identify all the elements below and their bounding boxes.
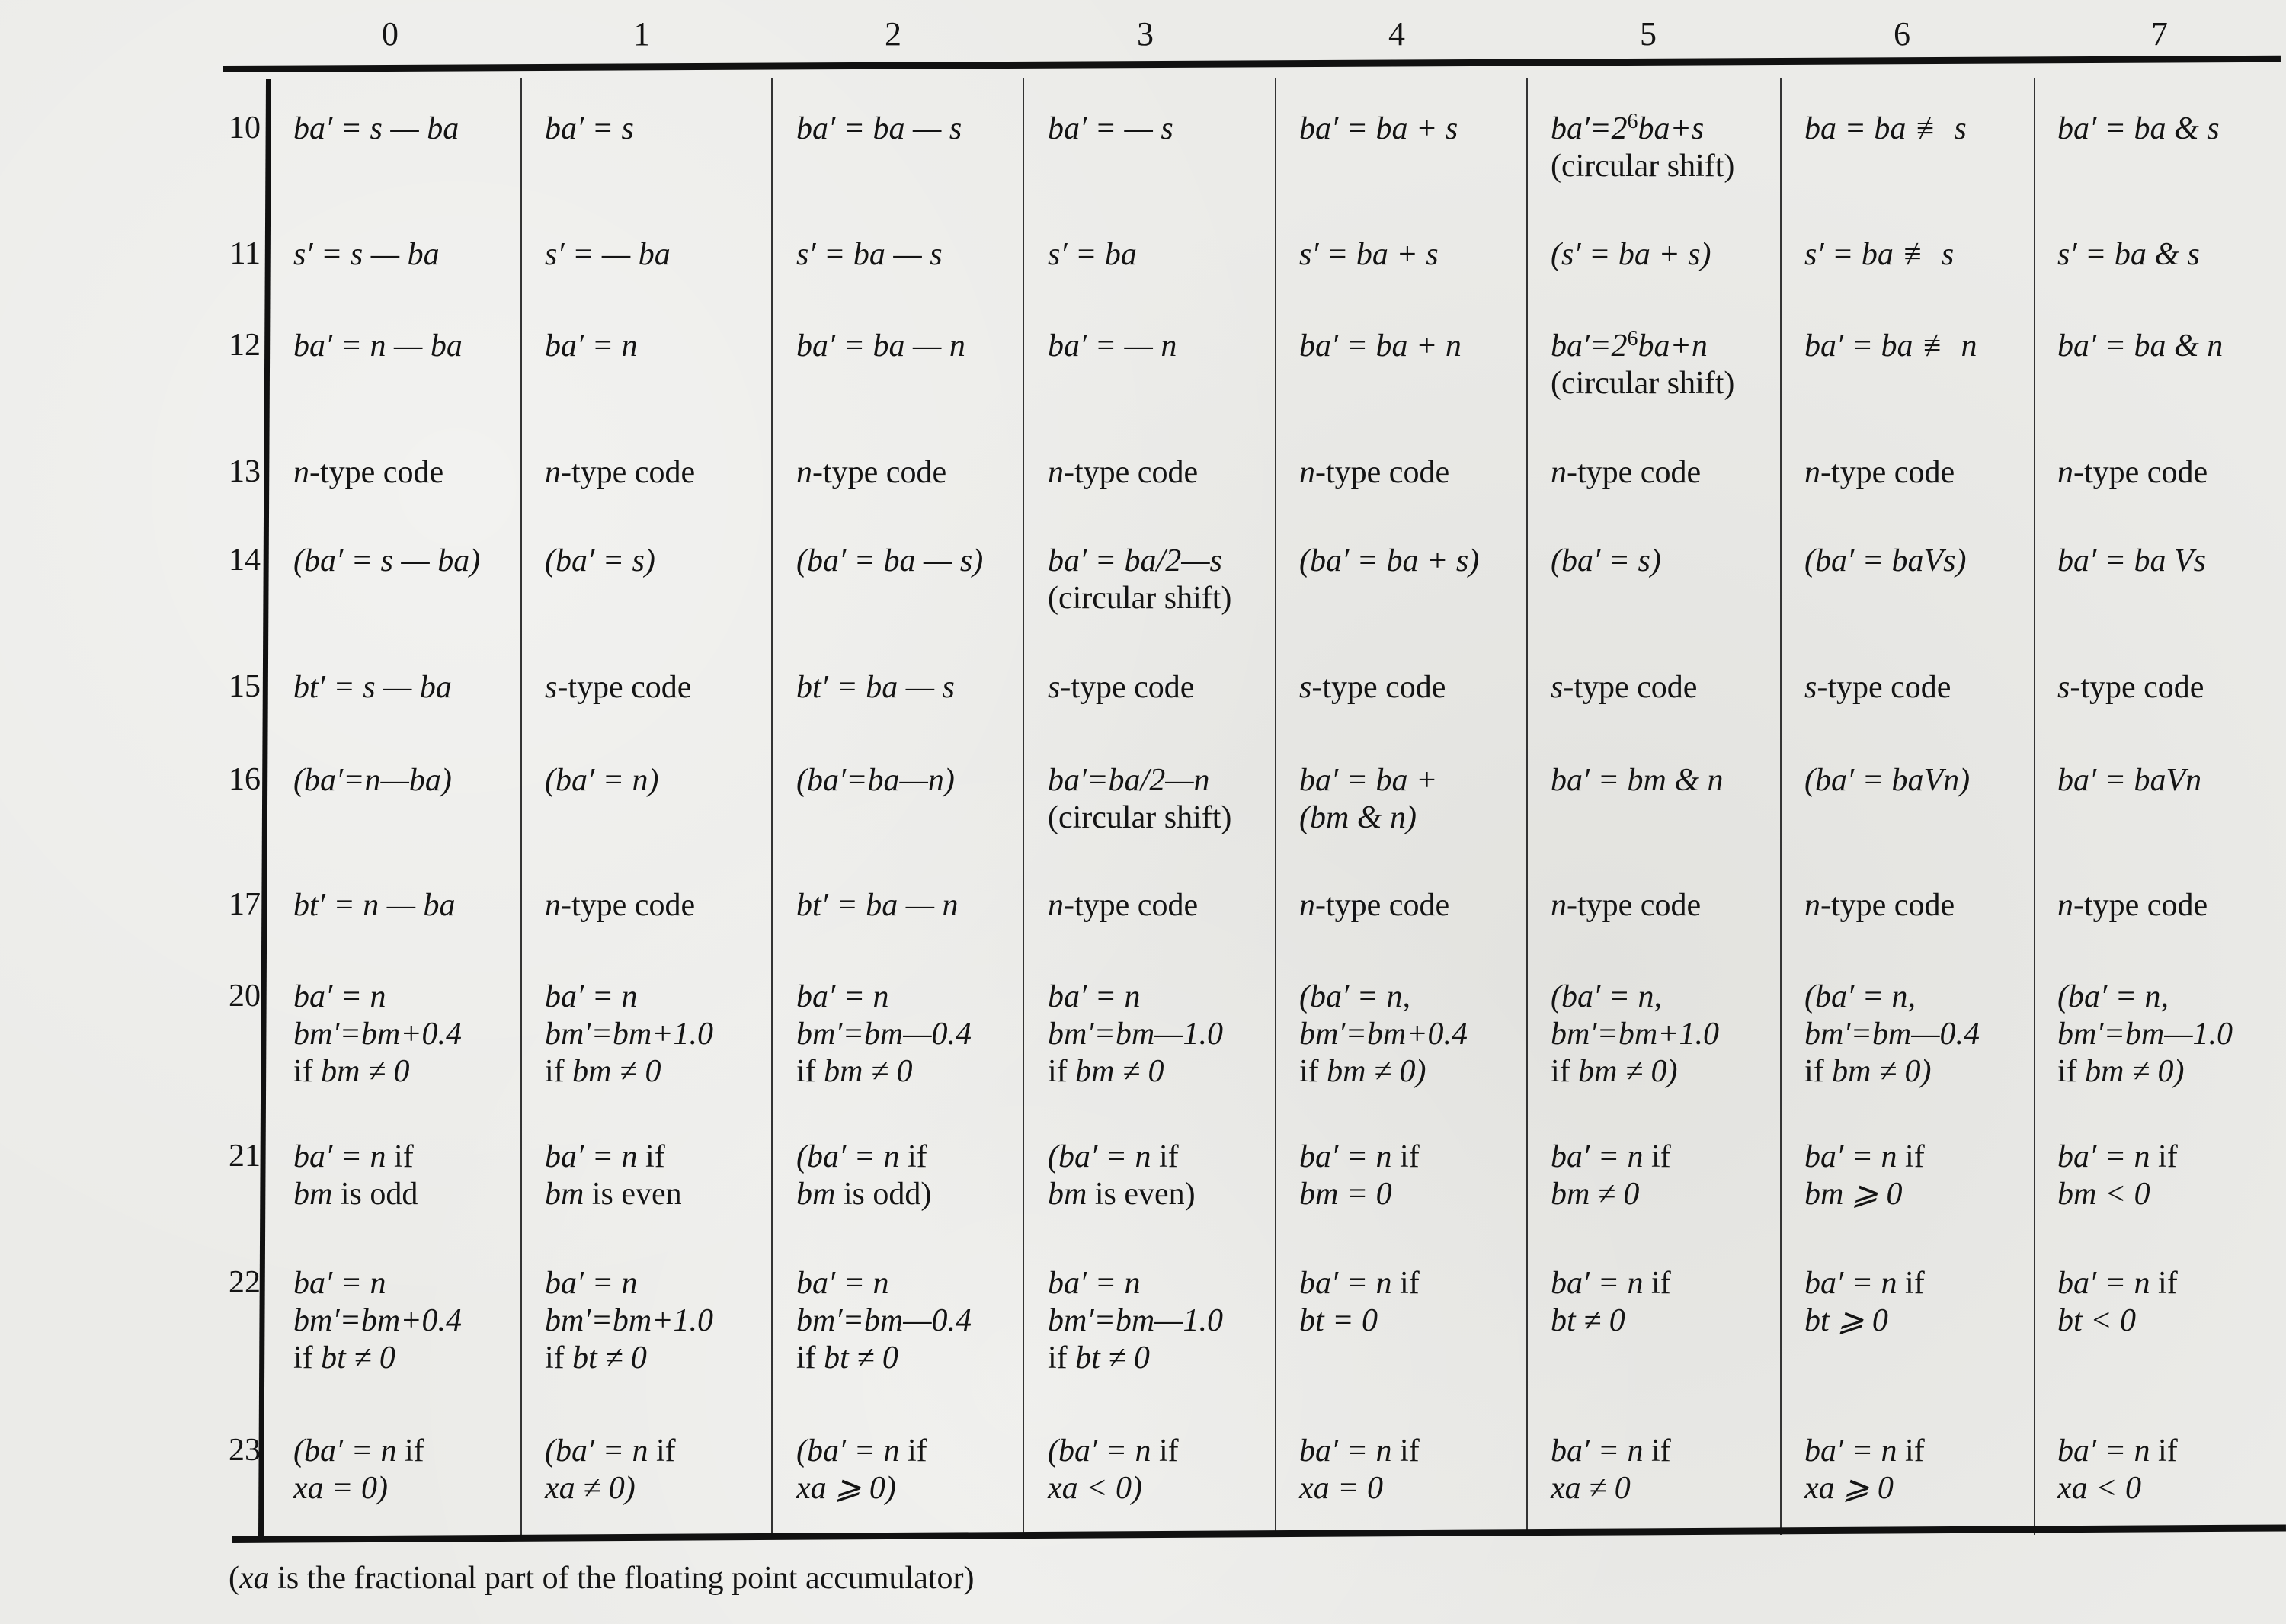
cell-line: s-type code <box>1299 670 1446 705</box>
cell-line: (ba′ = n if <box>1048 1433 1179 1469</box>
cell-line: (ba′ = n if <box>796 1139 927 1174</box>
cell-line: ba′ = n if <box>1299 1433 1420 1469</box>
row-label: 23 <box>229 1433 261 1468</box>
cell-line: n-type code <box>293 455 444 490</box>
cell-line: xa < 0 <box>2057 1471 2141 1506</box>
cell-line: ba′ = n if <box>1299 1266 1420 1301</box>
table-cell <box>1299 979 1468 1091</box>
cell-line: (ba′ = baVs) <box>1804 543 1967 578</box>
cell-line: ba′ = n if <box>1804 1433 1925 1469</box>
cell-line: n-type code <box>1804 888 1955 923</box>
cell-line: bm′=bm—0.4 <box>796 1017 972 1052</box>
table-cell <box>545 1139 682 1213</box>
cell-line: n-type code <box>2057 888 2208 923</box>
cell-line: ba′ = n if <box>1804 1266 1925 1301</box>
table-cell <box>1804 669 1951 706</box>
row-label: 14 <box>229 543 261 578</box>
cell-line: (ba′ = n, <box>1551 979 1663 1014</box>
cell-line: ba′ = ba — s <box>796 111 962 146</box>
table-cell <box>293 111 459 148</box>
cell-line: (circular shift) <box>1048 581 1232 616</box>
table-cell <box>2057 669 2204 706</box>
cell-line: bt′ = s — ba <box>293 670 452 705</box>
cell-line: xa < 0) <box>1048 1471 1142 1506</box>
cell-line: ba = ba ≢ s <box>1804 111 1967 146</box>
table-cell <box>2057 543 2206 580</box>
table-cell <box>796 236 943 274</box>
cell-line: ba′ = ba & n <box>2057 328 2224 364</box>
cell-line: if bm ≠ 0) <box>1804 1054 1932 1089</box>
cell-line: xa ≠ 0) <box>545 1471 636 1506</box>
cell-line: s′ = s — ba <box>293 237 440 272</box>
cell-line: bm′=bm+0.4 <box>1299 1017 1468 1052</box>
cell-line: ba′ = ba Vs <box>2057 543 2207 578</box>
cell-line: s′ = ba — s <box>796 237 943 272</box>
cell-line: bm′=bm—0.4 <box>1804 1017 1980 1052</box>
cell-line: (circular shift) <box>1551 149 1735 184</box>
table-cell <box>545 111 634 148</box>
column-header: 2 <box>885 15 901 53</box>
table-cell <box>1804 454 1955 492</box>
cell-line: ba′ = s <box>545 111 634 146</box>
table-cell <box>293 328 463 365</box>
table-cell <box>1048 328 1177 365</box>
cell-line: bt′ = ba — s <box>796 670 955 705</box>
table-cell <box>1299 762 1437 837</box>
table-cell <box>293 236 440 274</box>
column-divider <box>1780 78 1782 1535</box>
cell-line: bt < 0 <box>2057 1303 2137 1338</box>
cell-line: ba′ = n if <box>2057 1266 2178 1301</box>
cell-line: bm is even <box>545 1177 682 1212</box>
table-cell <box>545 328 638 365</box>
cell-line: bm is odd) <box>796 1177 932 1212</box>
table-cell <box>1048 454 1198 492</box>
cell-line: bt′ = n — ba <box>293 888 456 923</box>
cell-line: (ba′ = ba — s) <box>796 543 984 578</box>
table-cell <box>796 543 983 580</box>
table-cell <box>1299 236 1439 274</box>
table-cell <box>1804 1433 1925 1507</box>
cell-line: n-type code <box>1048 455 1199 490</box>
column-divider <box>1275 78 1276 1535</box>
table-cell <box>1551 1139 1671 1213</box>
column-header: 6 <box>1894 15 1910 53</box>
table-cell <box>1299 543 1479 580</box>
cell-line: bt ≠ 0 <box>1551 1303 1625 1338</box>
row-label: 13 <box>229 454 261 489</box>
table-cell <box>1804 328 1977 365</box>
cell-line: s′ = ba <box>1048 237 1137 272</box>
table-cell <box>2057 979 2233 1091</box>
cell-line: n-type code <box>796 455 947 490</box>
cell-line: (ba′=ba—n) <box>796 763 955 798</box>
cell-line: ba′=ba/2—n <box>1048 763 1210 798</box>
cell-line: (ba′ = baVn) <box>1804 763 1971 798</box>
cell-line: (ba′ = n, <box>1299 979 1411 1014</box>
cell-line: (ba′ = ba + s) <box>1299 543 1480 578</box>
table-cell <box>293 454 443 492</box>
cell-line: bm ≠ 0 <box>1551 1177 1640 1212</box>
cell-line: (ba′ = n, <box>1804 979 1916 1014</box>
table-cell <box>1048 543 1231 617</box>
row-label: 16 <box>229 762 261 797</box>
table-cell <box>1048 669 1194 706</box>
cell-line: s-type code <box>1804 670 1951 705</box>
table-cell <box>1048 111 1173 148</box>
column-divider <box>2034 78 2035 1535</box>
table-cell <box>1299 1433 1420 1507</box>
cell-line: if bt ≠ 0 <box>293 1341 395 1376</box>
cell-line: ba′ = ba/2—s <box>1048 543 1222 578</box>
row-label: 22 <box>229 1265 261 1300</box>
cell-line: ba′ = n — ba <box>293 328 463 364</box>
row-label: 21 <box>229 1139 261 1174</box>
cell-line: ba′ = n if <box>2057 1433 2178 1469</box>
cell-line: (ba′ = n if <box>545 1433 676 1469</box>
cell-line: ba′ = ba — n <box>796 328 965 364</box>
table-cell <box>545 887 695 924</box>
cell-line: n-type code <box>545 888 696 923</box>
table-cell <box>1048 762 1231 837</box>
table-cell <box>545 669 691 706</box>
row-label-divider <box>258 79 271 1536</box>
cell-line: ba′ = baVn <box>2057 763 2202 798</box>
column-header: 3 <box>1137 15 1154 53</box>
cell-line: (ba′ = n if <box>796 1433 927 1469</box>
cell-line: ba′ = n if <box>293 1139 414 1174</box>
top-rule <box>223 56 2281 72</box>
cell-line: n-type code <box>545 455 696 490</box>
cell-line: (s′ = ba + s) <box>1551 237 1711 272</box>
table-cell <box>1551 111 1734 185</box>
cell-line: bm′=bm+0.4 <box>293 1303 463 1338</box>
cell-line: ba′ = n <box>293 1266 386 1301</box>
cell-line: n-type code <box>1551 455 1702 490</box>
table-cell <box>1299 887 1449 924</box>
cell-line: ba′ = — s <box>1048 111 1173 146</box>
row-label: 10 <box>229 111 261 146</box>
table-cell <box>1048 887 1198 924</box>
table-cell <box>796 454 946 492</box>
table-cell <box>1048 979 1223 1091</box>
row-label: 11 <box>229 236 261 271</box>
column-divider <box>771 78 773 1535</box>
table-cell <box>796 328 965 365</box>
cell-line: s′ = — ba <box>545 237 671 272</box>
cell-line: n-type code <box>1048 888 1199 923</box>
table-cell <box>545 1265 713 1377</box>
table-cell <box>1551 669 1697 706</box>
table-cell <box>2057 1265 2178 1340</box>
cell-line: s′ = ba ≢ s <box>1804 237 1955 272</box>
cell-line: ba′ = n <box>293 979 386 1014</box>
cell-line: bt′ = ba — n <box>796 888 959 923</box>
table-cell <box>1804 236 1954 274</box>
table-cell <box>1551 236 1711 274</box>
cell-line: if bm ≠ 0 <box>545 1054 661 1089</box>
cell-line: ba′ = n if <box>545 1139 665 1174</box>
cell-line: if bt ≠ 0 <box>1048 1341 1150 1376</box>
cell-line: ba′ = n if <box>2057 1139 2178 1174</box>
cell-line: bm′=bm—1.0 <box>2057 1017 2233 1052</box>
table-cell <box>796 111 962 148</box>
column-header: 4 <box>1388 15 1405 53</box>
table-cell <box>1804 111 1967 148</box>
table-cell <box>2057 454 2208 492</box>
cell-line: bt ⩾ 0 <box>1804 1303 1888 1338</box>
table-cell <box>2057 236 2200 274</box>
table-cell <box>545 1433 676 1507</box>
column-divider <box>1023 78 1024 1535</box>
cell-line: n-type code <box>1804 455 1955 490</box>
table-cell <box>1804 543 1967 580</box>
column-divider <box>1526 78 1528 1535</box>
table-cell <box>796 1433 927 1507</box>
cell-line: xa = 0 <box>1299 1471 1383 1506</box>
row-label: 12 <box>229 328 261 363</box>
cell-line: (ba′ = s — ba) <box>293 543 481 578</box>
cell-line: ba′ = — n <box>1048 328 1177 364</box>
cell-line: ba′ = n <box>1048 1266 1141 1301</box>
cell-line: if bt ≠ 0 <box>796 1341 898 1376</box>
cell-line: n-type code <box>1299 455 1450 490</box>
cell-line: bm is even) <box>1048 1177 1196 1212</box>
table-cell <box>293 669 452 706</box>
table-cell <box>545 236 671 274</box>
cell-line: (ba′ = n if <box>1048 1139 1179 1174</box>
table-cell <box>1048 1433 1179 1507</box>
cell-line: bm′=bm+1.0 <box>1551 1017 1720 1052</box>
cell-line: ba′ = n if <box>1299 1139 1420 1174</box>
cell-line: ba′ = n <box>545 1266 638 1301</box>
table-cell <box>293 887 456 924</box>
cell-line: if bt ≠ 0 <box>545 1341 647 1376</box>
cell-line: ba′ = ba + n <box>1299 328 1462 364</box>
table-cell <box>1551 887 1701 924</box>
table-cell <box>293 979 462 1091</box>
table-cell <box>1551 328 1734 402</box>
column-header: 0 <box>382 15 399 53</box>
table-cell <box>2057 328 2223 365</box>
cell-line: ba′ = ba + s <box>1299 111 1458 146</box>
cell-line: s′ = ba & s <box>2057 237 2200 272</box>
table-cell <box>1048 1265 1223 1377</box>
row-label: 20 <box>229 979 261 1014</box>
table-cell <box>1551 454 1701 492</box>
cell-line: bm ⩾ 0 <box>1804 1177 1903 1212</box>
cell-line: ba′ = n if <box>1551 1433 1671 1469</box>
table-cell <box>1551 1265 1671 1340</box>
cell-line: bm < 0 <box>2057 1177 2150 1212</box>
table-cell <box>2057 111 2220 148</box>
cell-line: $ba'=2^6ba+n$ <box>1551 327 1708 364</box>
cell-line: (bm & n) <box>1299 800 1417 835</box>
cell-line: $ba'=2^6ba+s$ <box>1551 110 1705 146</box>
table-cell <box>796 1265 972 1377</box>
cell-line: s-type code <box>1048 670 1195 705</box>
cell-line: ba′ = n if <box>1804 1139 1925 1174</box>
row-label: 17 <box>229 887 261 922</box>
cell-line: ba′ = n <box>545 979 638 1014</box>
cell-line: s-type code <box>2057 670 2204 705</box>
cell-line: bt = 0 <box>1299 1303 1378 1338</box>
table-cell <box>1804 762 1970 799</box>
cell-line: if bm ≠ 0 <box>293 1054 410 1089</box>
cell-line: if bm ≠ 0) <box>1299 1054 1426 1089</box>
cell-line: if bm ≠ 0) <box>2057 1054 2185 1089</box>
table-cell <box>796 887 959 924</box>
cell-line: if bm ≠ 0 <box>796 1054 913 1089</box>
cell-line: (ba′ = n, <box>2057 979 2169 1014</box>
table-cell <box>2057 1433 2178 1507</box>
cell-line: ba′ = ba ≢ n <box>1804 328 1977 364</box>
cell-line: bm′=bm+1.0 <box>545 1303 714 1338</box>
cell-line: n-type code <box>2057 455 2208 490</box>
cell-line: (circular shift) <box>1551 366 1735 401</box>
cell-line: xa ⩾ 0) <box>796 1471 896 1506</box>
table-cell <box>1299 1139 1420 1213</box>
row-label: 15 <box>229 669 261 704</box>
table-cell <box>1299 669 1446 706</box>
table-cell <box>2057 1139 2178 1213</box>
table-cell <box>1551 762 1724 799</box>
table-cell <box>1299 1265 1420 1340</box>
cell-line: ba′ = n <box>545 328 638 364</box>
cell-line: ba′ = n <box>1048 979 1141 1014</box>
cell-line: (ba′ = n if <box>293 1433 424 1469</box>
cell-line: ba′ = n if <box>1551 1139 1671 1174</box>
cell-line: bm′=bm—1.0 <box>1048 1017 1224 1052</box>
table-cell <box>796 669 955 706</box>
table-cell <box>796 1139 931 1213</box>
table-cell <box>1551 543 1661 580</box>
cell-line: ba′ = ba & s <box>2057 111 2220 146</box>
table-cell <box>1804 1265 1925 1340</box>
column-header: 1 <box>633 15 650 53</box>
cell-line: if bm ≠ 0 <box>1048 1054 1164 1089</box>
cell-line: (ba′=n—ba) <box>293 763 452 798</box>
table-cell <box>796 979 972 1091</box>
cell-line: (ba′ = n) <box>545 763 659 798</box>
table-cell <box>1299 111 1458 148</box>
cell-line: bm′=bm+1.0 <box>545 1017 714 1052</box>
table-cell <box>1804 887 1955 924</box>
cell-line: ba′ = s — ba <box>293 111 459 146</box>
cell-line: ba′ = n <box>796 1266 889 1301</box>
cell-line: s-type code <box>545 670 692 705</box>
cell-line: bm′=bm—1.0 <box>1048 1303 1224 1338</box>
column-header: 7 <box>2151 15 2168 53</box>
cell-line: ba′ = ba + <box>1299 763 1438 798</box>
table-cell <box>545 762 659 799</box>
table-cell <box>1299 328 1462 365</box>
table-cell <box>1551 1433 1671 1507</box>
table-cell <box>293 1433 424 1507</box>
cell-line: n-type code <box>1299 888 1450 923</box>
table-cell <box>2057 887 2208 924</box>
cell-line: ba′ = n if <box>1551 1266 1671 1301</box>
table-cell <box>1804 1139 1925 1213</box>
table-cell <box>796 762 955 799</box>
cell-line: (ba′ = s) <box>1551 543 1661 578</box>
cell-line: n-type code <box>1551 888 1702 923</box>
table-cell <box>293 762 452 799</box>
cell-line: (ba′ = s) <box>545 543 655 578</box>
table-cell <box>545 979 713 1091</box>
cell-line: if bm ≠ 0) <box>1551 1054 1678 1089</box>
cell-line: ba′ = bm & n <box>1551 763 1724 798</box>
cell-line: bm = 0 <box>1299 1177 1392 1212</box>
cell-line: xa ≠ 0 <box>1551 1471 1631 1506</box>
cell-line: bm is odd <box>293 1177 418 1212</box>
cell-line: bm′=bm—0.4 <box>796 1303 972 1338</box>
table-cell <box>2057 762 2201 799</box>
cell-line: xa = 0) <box>293 1471 388 1506</box>
table-cell <box>545 454 695 492</box>
bottom-rule <box>232 1524 2286 1543</box>
table-cell <box>1804 979 1980 1091</box>
table-cell <box>1048 236 1137 274</box>
column-divider <box>520 78 522 1535</box>
cell-line: bm′=bm+0.4 <box>293 1017 463 1052</box>
cell-line: s-type code <box>1551 670 1698 705</box>
table-cell <box>545 543 655 580</box>
cell-line: xa ⩾ 0 <box>1804 1471 1894 1506</box>
table-cell <box>293 1139 418 1213</box>
table-cell <box>1551 979 1719 1091</box>
table-cell <box>1048 1139 1196 1213</box>
cell-line: s′ = ba + s <box>1299 237 1439 272</box>
cell-line: ba′ = n <box>796 979 889 1014</box>
footnote: (xa is the fractional part of the floating point accumulator) <box>229 1561 975 1596</box>
table-cell <box>293 543 480 580</box>
column-header: 5 <box>1640 15 1657 53</box>
table-cell <box>1299 454 1449 492</box>
table-cell <box>293 1265 462 1377</box>
cell-line: (circular shift) <box>1048 800 1232 835</box>
